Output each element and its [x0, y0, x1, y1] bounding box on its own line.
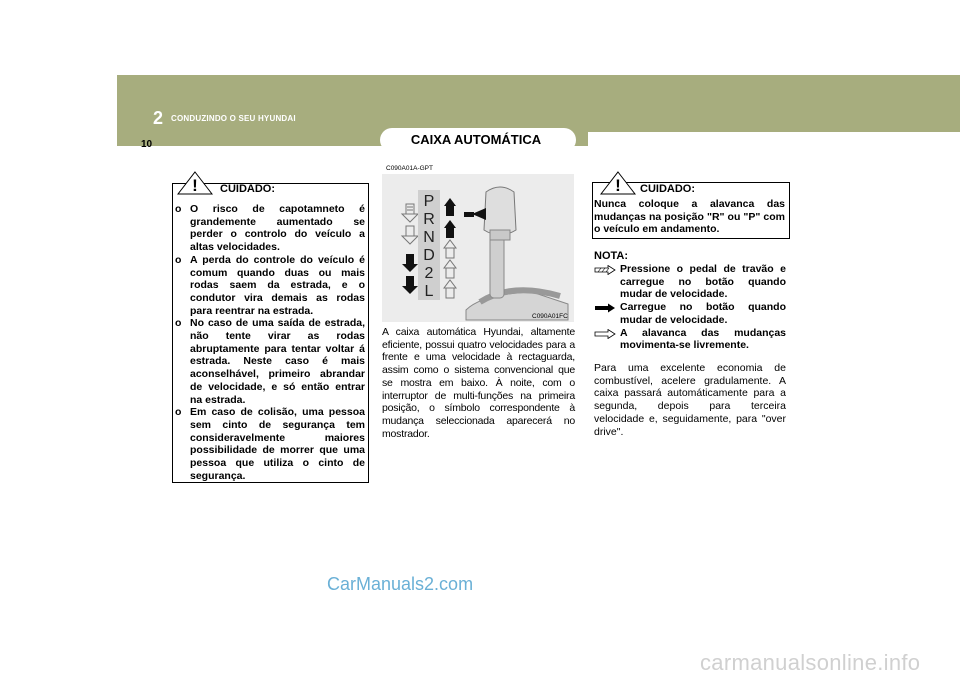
hatched-arrow-icon — [594, 265, 616, 275]
header-band — [117, 75, 960, 132]
bullet: o — [175, 253, 182, 266]
gear-shift-drawing — [382, 174, 574, 322]
list-item — [173, 406, 365, 482]
outline-arrow-icon — [594, 329, 616, 339]
outline-arrow-icon — [402, 226, 418, 244]
warning-icon — [600, 171, 636, 195]
nota-text: Carregue no botão quando mudar de velocidade. — [620, 301, 786, 326]
list-item — [173, 203, 365, 254]
nota-text: A alavanca das mudanças movimenta-se livremente. — [620, 326, 786, 352]
bullet: o — [175, 203, 182, 215]
list-item — [594, 301, 786, 326]
shift-lever — [464, 187, 568, 320]
watermark-link[interactable]: CarManuals2.com — [327, 574, 474, 594]
left-caution-title: CUIDADO: — [220, 183, 275, 195]
reference-code: C090A01A-GPT — [386, 165, 433, 172]
chapter-title: CONDUZINDO O SEU HYUNDAI — [171, 114, 296, 123]
caution-text: O risco de capotamneto é grandemente aumentado se perder o controlo do veículo a altas velocidades. — [190, 203, 365, 254]
list-item — [594, 327, 786, 352]
gear-letter-2: 2 — [424, 265, 434, 282]
nota-text: Pressione o pedal de travão e carregue no botão quando mudar de velocidade. — [620, 263, 786, 301]
list-item — [594, 263, 786, 301]
caution-text: Em caso de colisão, uma pessoa sem cinto de segurança tem consideravelmente maiores possibilidade de morrer que uma pessoa que utiliza o cinto de segurança. — [190, 406, 365, 482]
svg-text:!: ! — [615, 176, 621, 195]
gear-letter-l: L — [424, 283, 434, 300]
outline-up-arrow-icon — [444, 240, 456, 298]
caution-text: A perda do controle do veículo é comum quando duas ou mais rodas saem da estrada, e o condutor vira demais as rodas para reentrar na estrada. — [190, 253, 365, 317]
bullet: o — [175, 317, 182, 330]
left-caution-list — [173, 203, 365, 482]
right-caution-title: CUIDADO: — [640, 183, 695, 195]
svg-text:!: ! — [192, 176, 198, 195]
warning-icon — [177, 171, 213, 195]
list-item — [173, 317, 365, 406]
illustration-code: C090A01FC — [532, 313, 568, 320]
nota-list — [594, 263, 786, 352]
gear-letter-r: R — [423, 211, 435, 228]
solid-up-arrow-icon — [444, 198, 456, 238]
bullet: o — [175, 406, 182, 419]
gear-letter-d: D — [423, 247, 435, 264]
right-paragraph: Para uma excelente economia de combustível, acelere gradulamente. A caixa passará automáticamente para a segunda, depois para terceira velocidade e, seguidamente, para "over drive". — [594, 362, 786, 438]
nota-title: NOTA: — [594, 250, 629, 262]
gear-letter-n: N — [423, 229, 435, 246]
watermark-footer: carmanualsonline.info — [700, 650, 921, 675]
section-title: CAIXA AUTOMÁTICA — [410, 132, 542, 147]
list-item — [173, 254, 365, 318]
right-caution-text: Nunca coloque a alavanca das mudanças na posição "R" ou "P" com o veículo em andamento. — [594, 198, 785, 236]
gear-shift-illustration — [382, 174, 574, 322]
caution-text: No caso de uma saída de estrada, não tente virar as rodas abruptamente para tentar voltar á estrada. Neste caso é mais aconselhável, primeiro abrandar de velocidade, e só então entrar na estrada. — [190, 317, 365, 406]
chapter-number: 2 — [153, 108, 164, 128]
page-number: 10 — [141, 139, 153, 150]
hatched-arrow-icon — [402, 204, 418, 222]
middle-paragraph: A caixa automática Hyundai, altamente eficiente, possui quatro velocidades para a frente e uma velocidade à rectaguarda, assim como o sistema convencional que se mostra em baixo. À noite, com o interruptor de multi-funções na primeira posição, o símbolo correspondente à mudança seleccionada aparecerá no mostrador. — [382, 326, 575, 440]
solid-arrow-icon — [402, 254, 418, 294]
solid-arrow-icon — [594, 303, 616, 313]
gear-letter-p: P — [423, 193, 435, 210]
